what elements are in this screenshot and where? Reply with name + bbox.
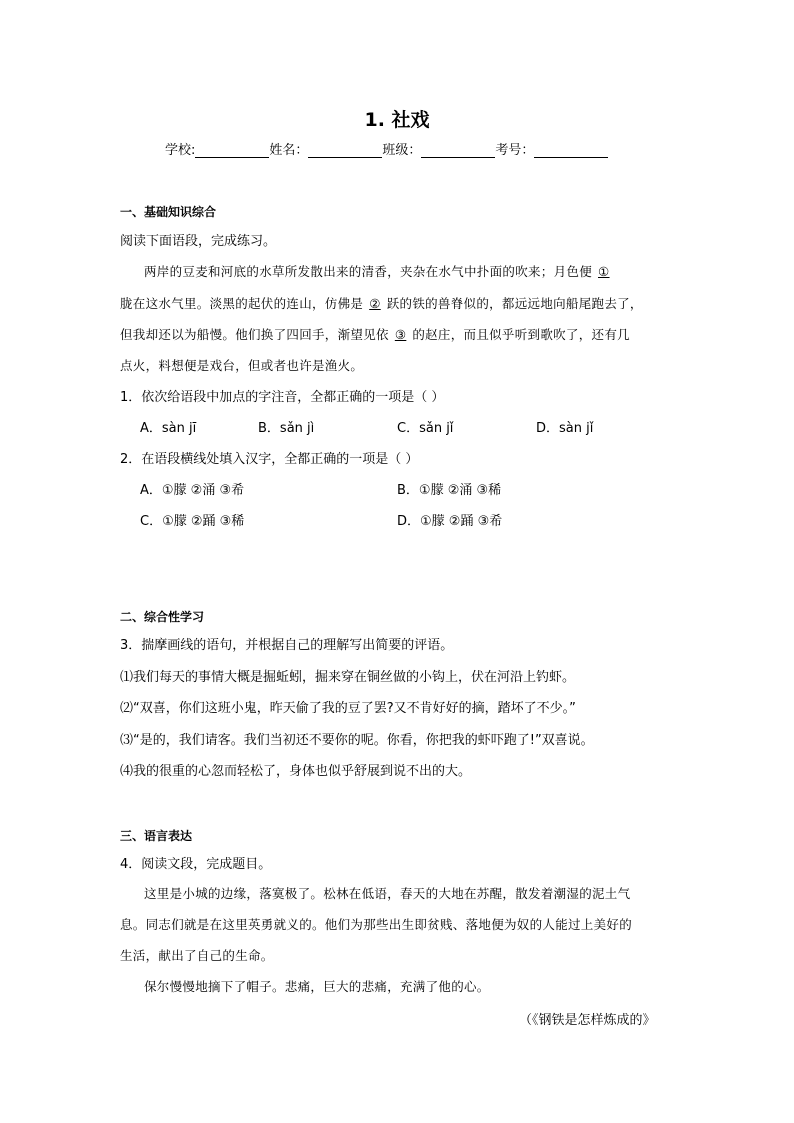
q3-item-3: ⑶“是的，我们请客。我们当初还不要你的呢。你看，你把我的虾吓跑了!”双喜说。 (120, 733, 594, 748)
class-label: 班级： (382, 143, 422, 158)
section1-instruction: 阅读下面语段，完成练习。 (120, 234, 277, 249)
q3-item-1: ⑴我们每天的事情大概是掘蚯蚓，掘来穿在铜丝做的小钩上，伏在河沿上钓虾。 (120, 670, 576, 685)
student-info-line (165, 139, 608, 158)
page-title: 1. 社戏 (364, 109, 430, 131)
q1-option-b[interactable]: B．sǎn jì (258, 421, 315, 436)
q2-option-a[interactable]: A．①朦 ②涌 ③希 (140, 483, 245, 498)
passage1-line2 (120, 294, 643, 312)
section3-heading: 三、语言表达 (120, 829, 193, 843)
q1-option-a[interactable]: A．sàn jī (140, 421, 197, 436)
section2-heading: 二、综合性学习 (120, 610, 205, 624)
number-label: 考号： (495, 143, 535, 158)
passage2-line1: 这里是小城的边缘，落寞极了。松林在低语，春天的大地在苏醒，散发着潮湿的泥土气 (144, 886, 631, 901)
q2-option-c[interactable]: C．①朦 ②踊 ③稀 (140, 514, 245, 529)
q3-item-4: ⑷我的很重的心忽而轻松了，身体也似乎舒展到说不出的大。 (120, 764, 472, 779)
passage2-source: （《钢铁是怎样炼成的》 (519, 1013, 656, 1028)
section1-heading: 一、基础知识综合 (120, 205, 217, 219)
q1-option-c[interactable]: C．sǎn jǐ (397, 421, 454, 436)
passage1-text: 的赵庄，而且似乎听到歌吹了，还有几 (412, 327, 630, 342)
q3-item-2: ⑵“双喜，你们这班小鬼，昨天偷了我的豆了罢?又不肯好好的摘，踏坏了不少。” (120, 701, 576, 716)
passage2-line2: 息。同志们就是在这里英勇就义的。他们为那些出生即贫贱、落地便为奴的人能过上美好的 (120, 917, 633, 932)
passage1-line4: 点火，料想便是戏台，但或者也许是渔火。 (120, 358, 364, 373)
question-1-stem: 1．依次给语段中加点的字注音，全都正确的一项是（ ） (120, 390, 445, 405)
name-blank[interactable] (308, 143, 382, 158)
question-4-stem: 4．阅读文段，完成题目。 (120, 857, 272, 872)
passage1-line1 (144, 262, 616, 280)
question-3-stem: 3．揣摩画线的语句，并根据自己的理解写出简要的评语。 (120, 638, 454, 653)
blank-1: ① (598, 264, 610, 279)
q2-option-d[interactable]: D．①朦 ②踊 ③希 (397, 514, 503, 529)
passage1-text: 跃的铁的兽脊似的，都远远地向船尾跑去了， (386, 296, 643, 311)
number-blank[interactable] (534, 143, 608, 158)
passage2-line3: 生活，献出了自己的生命。 (120, 948, 274, 963)
blank-3: ③ (394, 327, 407, 342)
q2-option-b[interactable]: B．①朦 ②涌 ③稀 (397, 483, 502, 498)
question-2-stem: 2．在语段横线处填入汉字，全都正确的一项是（ ） (120, 452, 419, 467)
name-label: 姓名： (269, 143, 309, 158)
blank-2: ② (369, 296, 381, 311)
q1-option-d[interactable]: D．sàn jǐ (536, 421, 594, 436)
passage2-line4: 保尔慢慢地摘下了帽子。悲痛，巨大的悲痛，充满了他的心。 (144, 979, 490, 994)
class-blank[interactable] (421, 143, 495, 158)
passage1-text: 两岸的豆麦和河底的水草所发散出来的清香，夹杂在水气中扑面的吹来；月色便 (144, 264, 593, 279)
school-label: 学校: (165, 143, 196, 158)
passage1-text: 但我却还以为船慢。他们换了四回手，渐望见依 (120, 327, 389, 342)
school-blank[interactable] (195, 143, 269, 158)
passage1-text: 胧在这水气里。淡黑的起伏的连山，仿佛是 (120, 296, 364, 311)
passage1-line3 (120, 325, 630, 343)
